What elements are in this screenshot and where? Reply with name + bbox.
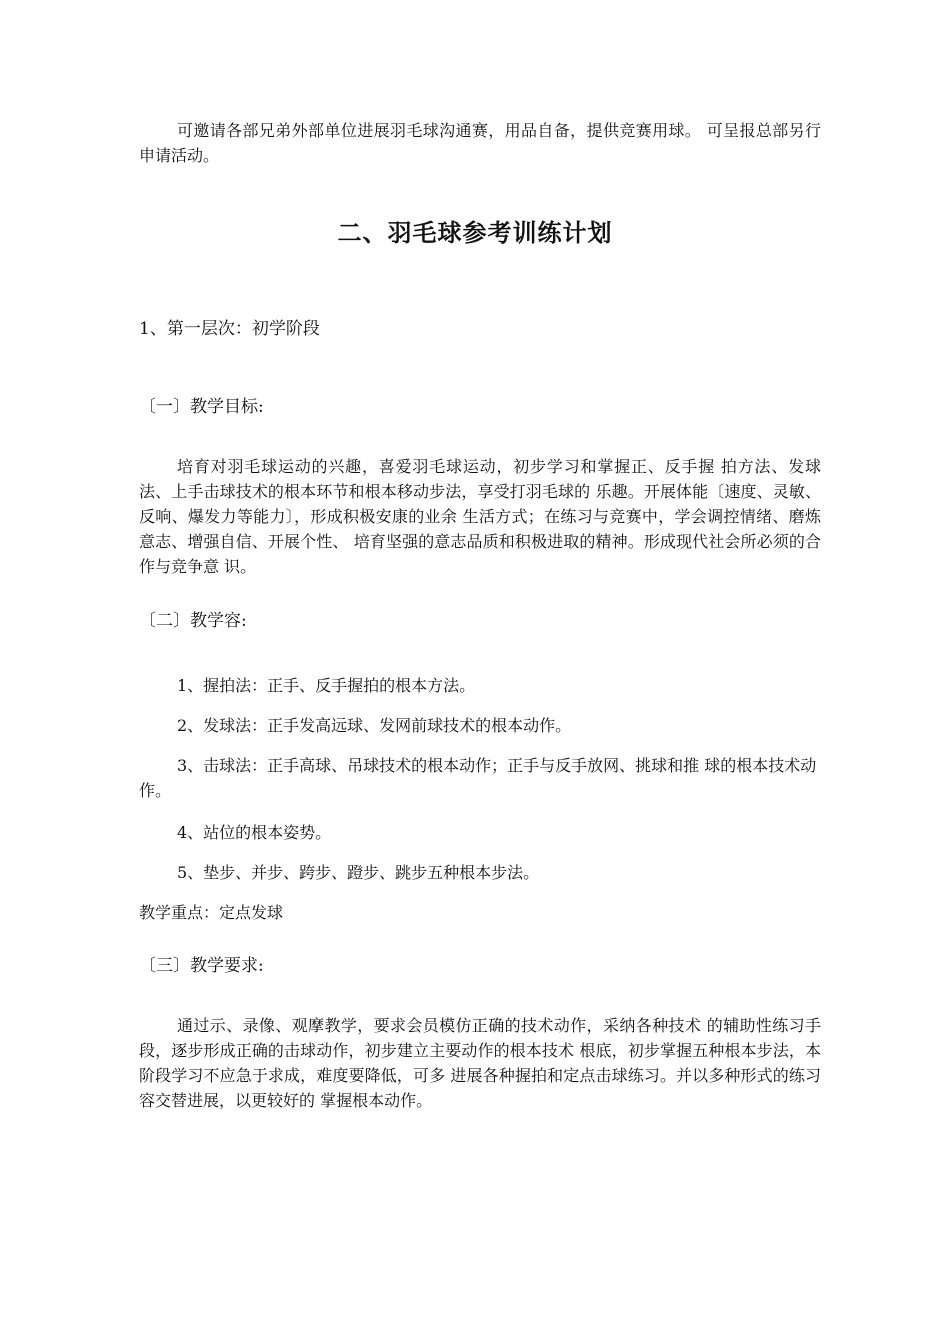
requirements-paragraph: 通过示、录像、观摩教学，要求会员模仿正确的技术动作，采纳各种技术 的辅助性练习手段，逐步形成正确的击球动作，初步建立主要动作的根本技术 根底，初步掌握五种根本步法，本阶段学习不应急于求成，难度要降低，可多 进展各种握拍和定点击球练习。并以多种形式的练习容交替进展，以更较好的 掌握根本动作。 bbox=[139, 1016, 821, 1110]
section-title: 二、羽毛球参考训练计划 bbox=[337, 218, 613, 247]
intro-paragraph: 可邀请各部兄弟外部单位进展羽毛球沟通赛，用品自备，提供竞赛用球。 可呈报总部另行申请活动。 bbox=[139, 121, 821, 165]
content-item: 2、发球法：正手发高远球、发网前球技术的根本动作。 bbox=[177, 716, 572, 735]
content-item: 1、握拍法：正手、反手握拍的根本方法。 bbox=[177, 676, 476, 695]
content-heading: 〔二〕教学容: bbox=[139, 611, 247, 631]
content-item: 3、击球法：正手高球、吊球技术的根本动作；正手与反手放网、挑球和推 球的根本技术动作。 bbox=[139, 756, 817, 800]
requirements-heading: 〔三〕教学要求: bbox=[139, 956, 264, 976]
content-item: 4、站位的根本姿势。 bbox=[177, 823, 332, 842]
content-item: 5、垫步、并步、跨步、蹬步、跳步五种根本步法。 bbox=[177, 863, 540, 882]
level-heading: 1、第一层次：初学阶段 bbox=[139, 319, 320, 339]
goals-paragraph: 培育对羽毛球运动的兴趣，喜爱羽毛球运动，初步学习和掌握正、反手握 拍方法、发球法、上手击球技术的根本环节和根本移动步法，享受打羽毛球的 乐趣。开展体能〔速度、灵敏、反响、爆发力等能力〕，形成积极安康的业余 生活方式；在练习与竞赛中，学会调控情绪、磨炼意志、增强自信、开展个性、 培育坚强的意志品质和积极进取的精神。形成现代社会所必须的合作与竞争意 识。 bbox=[139, 457, 821, 576]
teaching-focus: 教学重点：定点发球 bbox=[139, 903, 284, 922]
goals-heading: 〔一〕教学目标: bbox=[139, 397, 264, 417]
